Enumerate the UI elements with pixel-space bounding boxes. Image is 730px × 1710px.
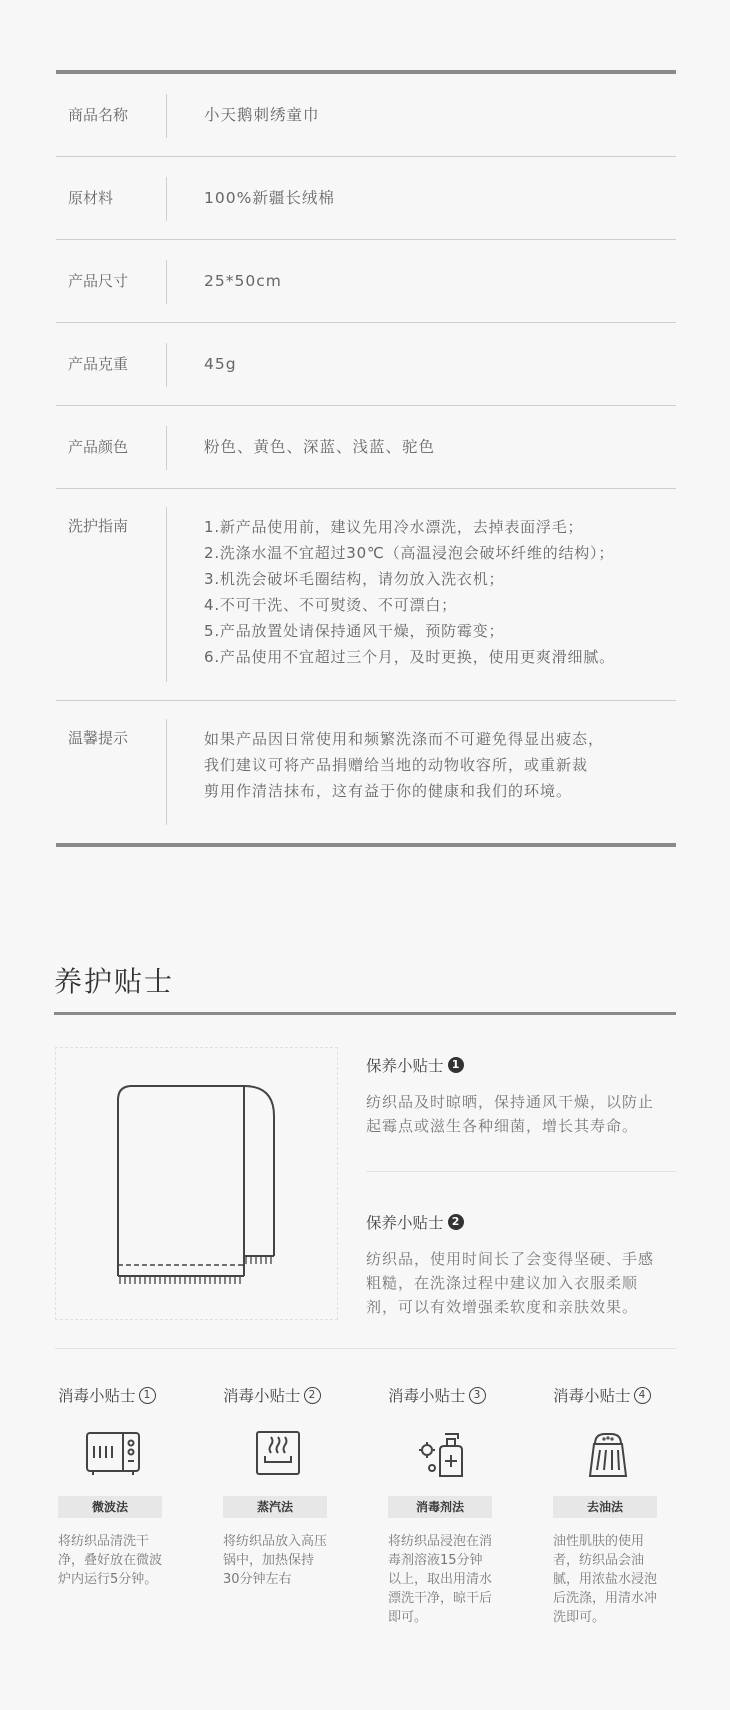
tip-title — [223, 1384, 333, 1406]
salt-shaker-icon — [553, 1430, 663, 1486]
spec-value: 100%新疆长绒棉 — [204, 189, 335, 207]
spec-label: 商品名称 — [68, 106, 129, 124]
tip-line: 将纺织品放入高压 — [223, 1534, 328, 1549]
care-guide-line: 1.新产品使用前，建议先用冷水漂洗，去掉表面浮毛； — [204, 518, 584, 536]
method-tag: 蒸汽法 — [223, 1496, 327, 1518]
column-divider — [166, 343, 167, 387]
reminder-text — [166, 701, 604, 843]
column-divider — [166, 426, 167, 470]
reminder-line: 我们建议可将产品捐赠给当地的动物收容所，或重新裁 — [204, 756, 589, 774]
maintenance-tip-2 — [366, 1211, 676, 1319]
product-spec-table — [56, 70, 676, 847]
tip-line: 粗糙，在洗涤过程中建议加入衣服柔顺 — [366, 1274, 639, 1292]
tip-line: 净，叠好放在微波 — [58, 1553, 163, 1568]
tip-title — [366, 1054, 676, 1076]
tip-line: 以上，取出用清水 — [388, 1572, 493, 1587]
tip-body — [366, 1247, 676, 1319]
table-bottom-rule — [56, 843, 676, 847]
tip-title-text: 消毒小贴士 — [223, 1387, 301, 1405]
reminder-line: 剪用作清洁抹布，这有益于你的健康和我们的环境。 — [204, 782, 573, 800]
tip-line: 纺织品及时晾晒，保持通风干燥，以防止 — [366, 1093, 655, 1111]
spec-row-size — [56, 240, 676, 323]
care-guide-line: 5.产品放置处请保持通风干燥，预防霉变； — [204, 622, 505, 640]
towel-icon — [56, 1048, 339, 1321]
tip-title — [366, 1211, 676, 1233]
tip-line: 将纺织品清洗干 — [58, 1534, 150, 1549]
tip-line: 漂洗干净，晾干后 — [388, 1591, 493, 1606]
tip-title — [58, 1384, 168, 1406]
care-guide-line: 3.机洗会破坏毛圈结构，请勿放入洗衣机； — [204, 570, 505, 588]
tip-line: 即可。 — [388, 1610, 428, 1625]
disinfection-tip-1 — [58, 1384, 168, 1589]
spec-value: 25*50cm — [204, 272, 282, 290]
spec-label: 温馨提示 — [68, 729, 129, 747]
tip-title-text: 保养小贴士 — [366, 1057, 444, 1075]
care-guide-line: 2.洗涤水温不宜超过30℃（高温浸泡会破坏纤维的结构）； — [204, 544, 615, 562]
spec-value: 45g — [204, 355, 237, 373]
spec-row-reminder — [56, 701, 676, 843]
tip-title — [388, 1384, 498, 1406]
tip-title-text: 保养小贴士 — [366, 1214, 444, 1232]
section-title: 养护贴士 — [54, 965, 175, 998]
tip-line: 剂，可以有效增强柔软度和亲肤效果。 — [366, 1298, 639, 1316]
section-divider — [55, 1348, 676, 1349]
tip-body — [388, 1532, 498, 1627]
spec-row-color — [56, 406, 676, 489]
tip-line: 毒剂溶液15分钟 — [388, 1553, 483, 1568]
tip-title-text: 消毒小贴士 — [388, 1387, 466, 1405]
tip-body — [553, 1532, 663, 1627]
column-divider — [166, 260, 167, 304]
tip-number-badge: 4 — [634, 1387, 651, 1404]
tip-title — [553, 1384, 663, 1406]
method-tag: 消毒剂法 — [388, 1496, 492, 1518]
maintenance-tip-1 — [366, 1054, 676, 1138]
care-guide-line: 4.不可干洗、不可熨烫、不可漂白； — [204, 596, 457, 614]
method-tag: 去油法 — [553, 1496, 657, 1518]
spec-label: 产品克重 — [68, 355, 129, 373]
column-divider — [166, 719, 167, 825]
care-guide-text — [166, 489, 615, 700]
microwave-icon — [58, 1430, 168, 1486]
spec-label: 原材料 — [68, 189, 114, 207]
spec-label: 产品颜色 — [68, 438, 129, 456]
steam-icon — [223, 1430, 333, 1486]
tip-body — [223, 1532, 333, 1589]
section-rule — [54, 1012, 676, 1015]
method-tag: 微波法 — [58, 1496, 162, 1518]
spec-label: 产品尺寸 — [68, 272, 129, 290]
tip-line: 油性肌肤的使用 — [553, 1534, 645, 1549]
tip-line: 后洗涤，用清水冲 — [553, 1591, 658, 1606]
tip-body — [366, 1090, 676, 1138]
tip-line: 起霉点或滋生各种细菌，增长其寿命。 — [366, 1117, 639, 1135]
spec-row-care-guide — [56, 489, 676, 701]
spec-label: 洗护指南 — [68, 517, 129, 535]
column-divider — [166, 177, 167, 221]
towel-illustration — [55, 1047, 338, 1320]
tip-number-badge: 2 — [304, 1387, 321, 1404]
tip-number-badge: 1 — [139, 1387, 156, 1404]
tip-number-badge: 1 — [448, 1057, 464, 1073]
tip-line: 30分钟左右 — [223, 1572, 292, 1587]
tip-line: 者，纺织品会油 — [553, 1553, 645, 1568]
tip-line: 纺织品，使用时间长了会变得坚硬、手感 — [366, 1250, 655, 1268]
tip-number-badge: 2 — [448, 1214, 464, 1230]
tip-line: 锅中，加热保持 — [223, 1553, 315, 1568]
tip-number-badge: 3 — [469, 1387, 486, 1404]
disinfection-tip-3 — [388, 1384, 498, 1627]
tip-divider — [366, 1171, 676, 1172]
disinfectant-bottle-icon — [388, 1430, 498, 1486]
spec-row-material — [56, 157, 676, 240]
tip-line: 腻，用浓盐水浸泡 — [553, 1572, 658, 1587]
spec-value: 小天鹅刺绣童巾 — [204, 106, 320, 124]
disinfection-tip-2 — [223, 1384, 333, 1589]
spec-row-weight — [56, 323, 676, 406]
spec-value: 粉色、黄色、深蓝、浅蓝、驼色 — [204, 438, 436, 456]
column-divider — [166, 94, 167, 138]
care-guide-line: 6.产品使用不宜超过三个月，及时更换，使用更爽滑细腻。 — [204, 648, 615, 666]
reminder-line: 如果产品因日常使用和频繁洗涤而不可避免得显出疲态， — [204, 730, 605, 748]
spec-row-name — [56, 74, 676, 157]
column-divider — [166, 507, 167, 682]
tip-line: 将纺织品浸泡在消 — [388, 1534, 493, 1549]
tip-body — [58, 1532, 168, 1589]
tip-line: 炉内运行5分钟。 — [58, 1572, 158, 1587]
disinfection-tip-4 — [553, 1384, 663, 1627]
tip-line: 洗即可。 — [553, 1610, 606, 1625]
tip-title-text: 消毒小贴士 — [58, 1387, 136, 1405]
tip-title-text: 消毒小贴士 — [553, 1387, 631, 1405]
